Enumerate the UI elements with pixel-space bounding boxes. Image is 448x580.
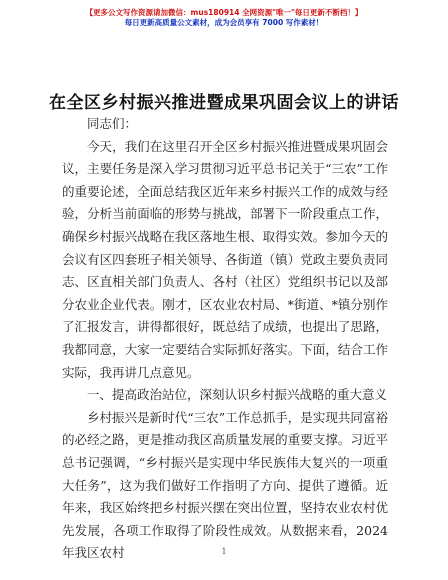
salutation: 同志们： xyxy=(87,116,138,131)
section-heading: 一、提高政治站位，深刻认识乡村振兴战略的重大意义 xyxy=(87,387,388,403)
banner-line-red: 【更多公文写作资源请加微信：mus180914 全网资源"唯一"每日更新不断档！】 xyxy=(85,8,363,17)
page-number: 1 xyxy=(221,547,227,556)
document-title: 在全区乡村振兴推进暨成果巩固会议上的讲话 xyxy=(49,93,399,113)
paragraph: 今天，我们在这里召开全区乡村振兴推进暨成果巩固会议，主要任务是深入学习贯彻习近平总书记关于“三农”工作的重要论述，全面总结我区近年来乡村振兴工作的成效与经验，分析当前面临的形势与挑战，部署下一阶段重点工作，确保乡村振兴战略在我区落地生根、取得实效。参加今天的会议有区四套班子相关领导、各街道（镇）党政主要负责同志、区直相关部门负责人、各村（社区）党组织书记以及部分农业企业代表。刚才，区农业农村局、*街道、*镇分别作了汇报发言，讲得都很好，既总结了成绩，也提出了思路，我都同意，大家一定要结合实际抓好落实。下面，结合工作实际，我再讲几点意见。 xyxy=(62,138,388,380)
banner-line-blue: 每日更新高质量公文素材，成为会员享有 7000 写作素材！ xyxy=(124,18,324,27)
document-body xyxy=(62,113,388,565)
header-banner xyxy=(0,8,448,28)
paragraph: 乡村振兴是新时代“三农”工作总抓手，是实现共同富裕的必经之路，更是推动我区高质量发展的重要支撑。习近平总书记强调，“乡村振兴是实现中华民族伟大复兴的一项重大任务”，这为我们做好工作指明了方向、提供了遵循。近年来，我区始终把乡村振兴摆在突出位置，坚持农业农村优先发展，各项工作取得了阶段性成效。从数据来看，2024 年我区农村 xyxy=(62,409,388,561)
